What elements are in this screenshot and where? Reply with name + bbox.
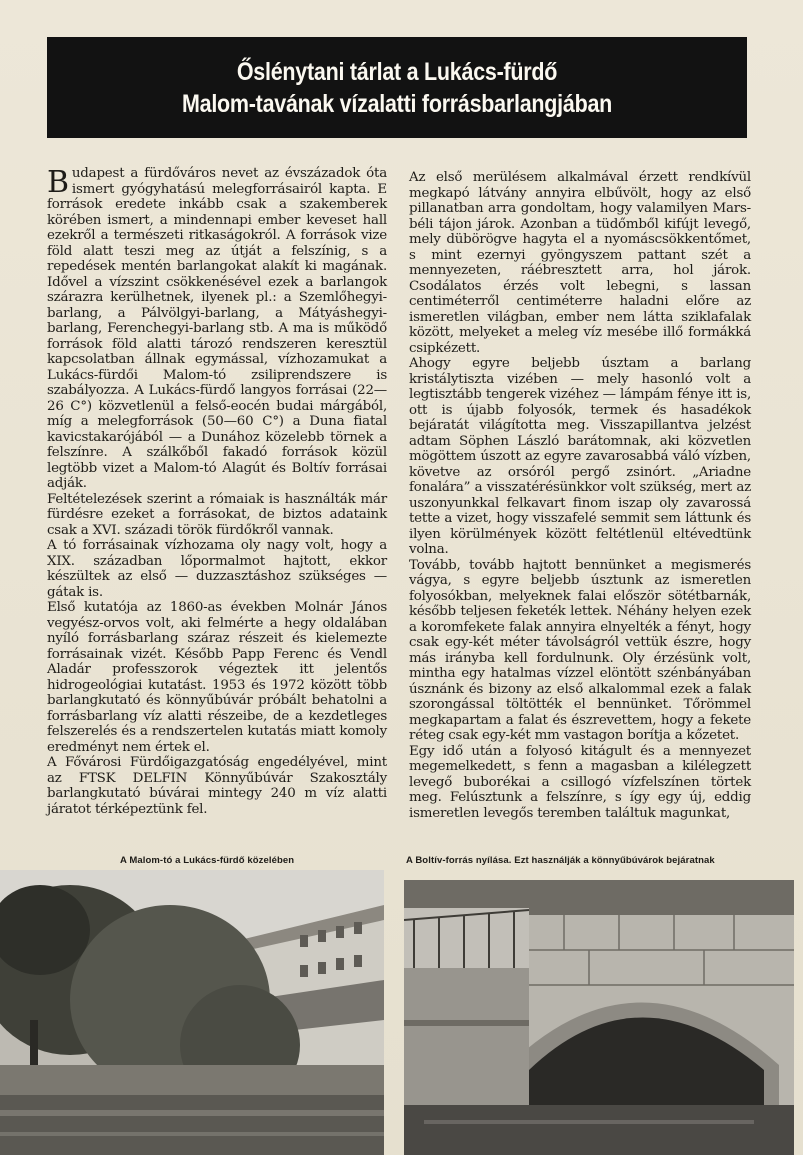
photo-malom-pond — [0, 870, 384, 1155]
paragraph: udapest a fürdőváros nevet az évszázadok óta ismert gyógyhatású melegforrásairól kapta. E források eredete inkább csak a szakemberek körében ismert, a mindennapi ember keveset hall ezekről a természeti ritkaságokról. A források vize föld alatt teszi meg az útját a felszínig, s a repedések mentén barlangokat alakít ki magának. Idővel a vízszint csökkenésével ezek a barlangok szárazra kerülhetnek, ilyenek pl.: a Szemlőhegyi-barlang, a Pálvölgyi-barlang, a Mátyáshegyi-barlang, Ferenchegyi-barlang stb. A ma is működő források föld alatti tározó rendszeren keresztül kapcsolatban állnak egymással, vízhozamukat a Lukács-fürdői Malom-tó zsiliprendszere is szabályozza. A Lukács-fürdő langyos forrásai (22—26 C°) közvetlenül a felső-eocén budai márgából, míg a melegforrások (50—60 C°) a Duna fiatal kavicstakarójából — a Dunához közelebb törnek a felszínre. A szálkőből fakadó források közül legtöbb vizet a Malom-tó Alagút és Boltív forrásai adják. — [47, 166, 387, 491]
photo-boltiv-spring — [404, 880, 794, 1155]
paragraph: A Fővárosi Fürdőigazgatóság engedélyével, mint az FTSK DELFIN Könnyűbúvár Szakosztály barlangkutató búvárai mintegy 240 m víz alatti járatot térképeztünk fel. — [47, 755, 387, 817]
drop-cap: B — [47, 165, 69, 200]
paragraph: A tó forrásainak vízhozama oly nagy volt, hogy a XIX. században lőpormalmot hajtott, ekkor készültek az első — duzzasztáshoz szükséges — gátak is. — [47, 538, 387, 600]
photo-caption-left: A Malom-tó a Lukács-fürdő közelében — [120, 855, 295, 866]
title-line-2: Malom-tavának vízalatti forrásbarlangjában — [181, 89, 613, 118]
article-column-right — [409, 170, 751, 821]
paragraph: Ahogy egyre beljebb úsztam a barlang kristálytiszta vizében — mely hasonló volt a legtisztább tengerek vizéhez — lámpám fénye itt is, ott is újabb folyosók, termek és hasadékok bejáratát világította meg. Visszapillantva jelzést adtam Söphen László barátomnak, aki közvetlen mögöttem úszott az egyre zavarosabbá váló vízben, követve az orsóról pergő zsinórt. „Ariadne fonalára” a visszatérésünkkor volt szükség, mert az uszonyunkkal felkavart finom iszap oly zavarossá tette a vizet, hogy visszafelé semmit sem láttunk és ilyen körülmények között feltétlenül eltévedtünk volna. — [409, 356, 751, 557]
title-banner — [47, 37, 747, 138]
paragraph: Tovább, tovább hajtott bennünket a megismerés vágya, s egyre beljebb úsztunk az ismeretlen folyosókban, melyeknek falai először sötétbarnák, később teljesen feketék lettek. Néhány helyen ezek a koromfekete falak annyira elnyelték a fényt, hogy csak egy-két méter távolságról vettük észre, hogy más irányba kell fordulnunk. Oly érzésünk volt, mintha egy hatalmas vízzel elöntött szénbányában úsznánk és bizony az első alkalommal ezek a falak szorongással töltötték el bennünket. Tőrömmel megkapartam a falat és észrevettem, hogy a fekete réteg csak egy-két mm vastagon borítja a kőzetet. — [409, 557, 751, 743]
paragraph: Egy idő után a folyosó kitágult és a mennyezet megemelkedett, s fenn a magasban a kilélegzett levegő buborékai a csillogó vízfelszínen törtek meg. Felúsztunk a felszínre, s így egy új, eddig ismeretlen levegős teremben találtuk magunkat, — [409, 743, 751, 821]
title-line-1: Őslénytani tárlat a Lukács-fürdő — [236, 57, 558, 86]
photo-caption-right: A Boltív-forrás nyílása. Ezt használják a könnyűbúvárok bejáratnak — [406, 855, 715, 866]
paragraph: Feltételezések szerint a rómaiak is használták már fürdésre ezeket a forrásokat, de biztos adataink csak a XVI. századi török fürdőkről vannak. — [47, 491, 387, 538]
paragraph: Az első merülésem alkalmával érzett rendkívül megkapó látvány annyira elbűvölt, hogy az első pillanatban arra gondoltam, hogy valamilyen Mars-béli tájon járok. Azonban a tüdőmből kifújt levegő, mely dübörögve hagyta el a nyomáscsökkentőmet, s mint ezernyi gyöngyszem pattant szét a mennyezeten, ráébresztett arra, hol járok. Csodálatos érzés volt lebegni, s lassan centiméterről centiméterre haladni előre az ismeretlen világban, ember nem látta sziklafalak között, melyeket a meleg víz mesébe illő formákká csipkézett. — [409, 170, 751, 356]
paragraph: Első kutatója az 1860-as években Molnár János vegyész-orvos volt, aki felmérte a hegy oldalában nyíló forrásbarlang száraz részeit és kielemezte forrásainak vizét. Később Papp Ferenc és Vendl Aladár professzorok végeztek itt jelentős hidrogeológiai kutatást. 1953 és 1972 között több barlangkutató és könnyűbúvár próbált behatolni a forrásbarlang víz alatti részeibe, de a kezdetleges felszerelés és a rendszertelen kutatás miatt komoly eredményt nem értek el. — [47, 600, 387, 755]
article-column-left — [47, 166, 387, 817]
